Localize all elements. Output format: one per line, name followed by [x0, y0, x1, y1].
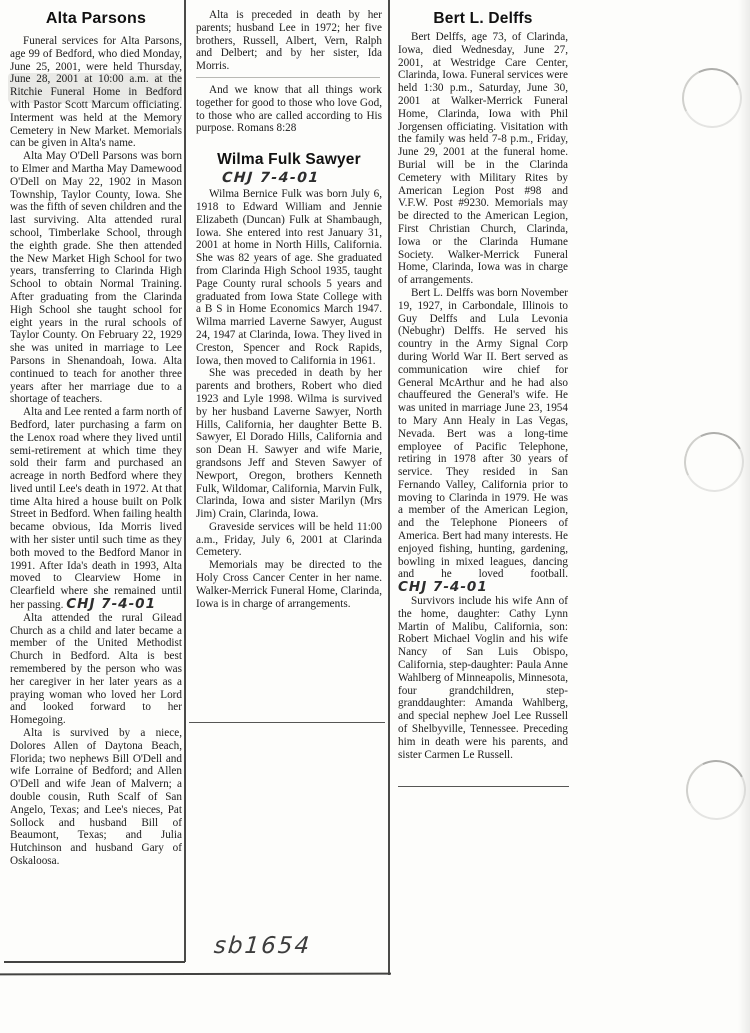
clipping-end-rule-col3 [398, 786, 569, 787]
clipping-bottom-rule-col1 [4, 961, 185, 963]
obituary-title-bert-delffs: Bert L. Delffs [433, 10, 533, 27]
wilma-paragraph-biography: Wilma Bernice Fulk was born July 6, 1918 to Edward William and Jennie Elizabeth (Duncan) Fulk at Shambaugh, Iowa. She entered into rest January 31, 2001 at home in North Hills, California. She was 82 years of age. She graduated from Clarinda High School 1935, taught Page County rural schools 5 years and graduated from Iowa State College with a B S in Home Economics March 1947. Wilma married Laverne Sawyer, August 24, 1947 at Clarinda, Iowa. They lived in Creston, Spencer and Rock Rapids, Iowa, then moved to California in 1961. [196, 188, 382, 367]
column-bert-delffs [398, 0, 568, 761]
obituary-title-alta-parsons: Alta Parsons [45, 10, 147, 27]
alta-paragraph-survivors: Alta is survived by a niece, Dolores Allen of Daytona Beach, Florida; two nephews Bill O'Dell and wife Lorraine of Bedford; and Allen O'Dell and wife Jean of Malvern; a double cousin, Ruth Scalf of San Angelo, Texas; and Lee's nieces, Pat Sollock and husband Bill of Beaumont, Texas; and Julia Hutchinson and husband Gary of Oskaloosa. [10, 727, 182, 867]
bert-paragraph-survivors: Survivors include his wife Ann of the home, daughter: Cathy Lynn Martin of Malibu, California, son: Robert Michael Voglin and his wife Nancy of San Luis Obispo, California, step-daughter: Paula Anne Wahlberg of Minneapolis, Minnesota, four grandchildren, step-granddaughter: Amanda Wahlberg, and special nephew Joel Lee Russell of Shelbyville, Tennessee. Preceding him in death were his parents, and sister Carmen Le Russell. [398, 595, 568, 761]
handwritten-date-stamp-wilma: CHJ 7-4-01 [221, 170, 321, 187]
wilma-paragraph-memorials: Memorials may be directed to the Holy Cross Cancer Center in her name. Walker-Merrick Funeral Home, Clarinda, Iowa is in charge of arrangements. [196, 559, 382, 610]
alta-paragraph-preceded: Alta is preceded in death by her parents; husband Lee in 1972; her five brothers, Russell, Albert, Vern, Ralph and Delbert; and by her sister, Ida Morris. [196, 9, 382, 73]
clipping-bottom-rule-long [0, 973, 391, 975]
paragraph-text: Alta and Lee rented a farm north of Bedford, later purchasing a farm on the Lenox road where they lived until semi-retirement at which time they sold their farm and purchased an acreage in north Bedford where they lived until Lee's death in 1972. At that time Alta hired a house built on Polk Street in Bedford. When failing health became obvious, Ida Morris lived with her sister until such time as they both moved to the Bedford Manor in 1991. After Ida's death in 1993, Alta moved to Clearview Home in Clearfield where she remained until her passing. [10, 406, 182, 612]
column-alta-parsons [10, 0, 182, 868]
clipping-end-rule-col2 [189, 722, 385, 723]
handwritten-date-stamp-bert: CHJ 7-4-01 [398, 579, 488, 596]
alta-paragraph-church: Alta attended the rural Gilead Church as a child and later became a member of the United Methodist Church in Bedford. Alta is best remembered by the person who was her caregiver in her later years as a praying woman who loved her Lord and looked forward to her Homegoing. [10, 611, 182, 727]
bert-paragraph-biography [398, 287, 568, 595]
wilma-paragraph-services: Graveside services will be held 11:00 a.m., Friday, July 6, 2001 at Clarinda Cemetery. [196, 520, 382, 559]
column-wilma-fulk-sawyer [196, 0, 382, 610]
alta-paragraph-early-life: Alta May O'Dell Parsons was born to Elmer and Martha May Damewood O'Dell on May 22, 1902 in Mason Township, Taylor County, Iowa. She was the fifth of seven children and the last surviving. Alta attended rural school, Timberlake School, through the eighth grade. She then attended the New Market High School for two years, transferring to Clarinda High School to obtain Normal Training. After graduating from the Clarinda High School she taught school for eight years in the rural schools of Taylor County. On February 22, 1929 she was united in marriage to Lee Parsons in Shenandoah, Iowa. Alta continued to teach for another three years after her marriage due to a shortage of teachers. [10, 150, 182, 406]
obituary-title-wilma-fulk-sawyer: Wilma Fulk Sawyer [217, 151, 361, 169]
scan-edge-shadow [738, 0, 750, 1033]
handwritten-date-stamp-alta: CHJ 7-4-01 [66, 596, 156, 613]
bert-paragraph-services: Bert Delffs, age 73, of Clarinda, Iowa, died Wednesday, June 27, 2001, at Westridge Care Center, Clarinda, Iowa. Funeral services were held 1:30 p.m., Saturday, June 30, 2001 at Walker-Merrick Funeral Home, Clarinda, Iowa with Phil Jorgensen officiating. Visitation with the family was held 7-8 p.m., Friday, June 29, 2001 at the funeral home. Burial will be in the Clarinda Cemetery with Military Rites by American Legion Post #98 and V.F.W. Post #9230. Memorials may be directed to the American Legion, First Christian Church, Clarinda, Iowa or the Clarinda Humane Society. Walker-Merrick Funeral Home, Clarinda, Iowa was in charge of arrangements. [398, 31, 568, 287]
scripture-separator-rule [196, 77, 380, 78]
handwritten-catalog-number: sb1654 [212, 933, 313, 959]
paragraph-text: Bert L. Delffs was born November 19, 1927, in Carbondale, Illinois to Guy Delffs and Lula Levonia (Nebughr) Delffs. He served his country in the Army Signal Corp during World War II. Bert served as communication wire chief for General McArthur and he had also chauffeured the General's wife. He was united in marriage June 23, 1954 to Mary Ann Healy in Las Vegas, Nevada. Bert was a long-time employee of Pacific Telephone, retiring in 1978 after 30 years of service. They resided in San Fernando Valley, California prior to moving to Clarinda in 1979. He was a member of the American Legion, and the Telephone Pioneers of America. Bert had many interests. He enjoyed fishing, hunting, gardening, bowling in mixed leagues, dancing and he loved football. [398, 286, 568, 581]
alta-paragraph-farm-life [10, 406, 182, 612]
wilma-paragraph-survivors: She was preceded in death by her parents and brothers, Robert who died 1923 and Lyle 1998. Wilma is survived by her husband Laverne Sawyer, North Hills, California, her daughter Bette B. Sawyer, El Dorado Hills, California and son Dean H. Sawyer and wife Marie, grandsons Jeff and Steven Sawyer of Newport, Oregon, brothers Kenneth Fulk, Wildomar, California, Marvin Fulk, Clarinda, Iowa and sister Marilyn (Mrs Jim) Crain, Clarinda, Iowa. [196, 367, 382, 521]
alta-paragraph-services: Funeral services for Alta Parsons, age 99 of Bedford, who died Monday, June 25, 2001, were held Thursday, June 28, 2001 at 10:00 a.m. at the Ritchie Funeral Home in Bedford with Pastor Scott Marcum officiating. Interment was held at the Memory Cemetery in New Market. Memorials can be given in Alta's name. [10, 35, 182, 150]
alta-scripture-verse: And we know that all things work together for good to those who love God, to those who are called according to His purpose. Romans 8:28 [196, 83, 382, 135]
column-divider-rule-left [184, 0, 186, 962]
column-divider-rule-right [388, 0, 390, 975]
